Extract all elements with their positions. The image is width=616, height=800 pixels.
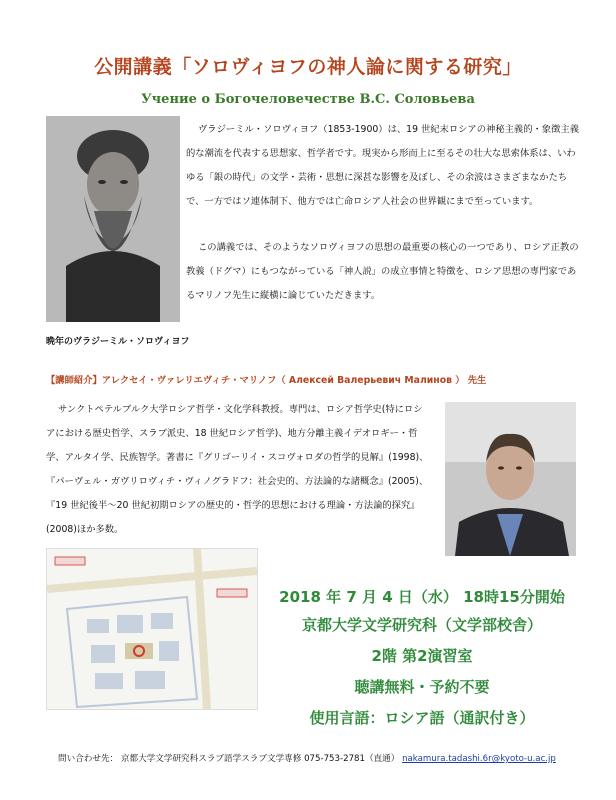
intro-paragraph-2: この講義では、そのようなソロヴィヨフの思想の最重要の核心の一つであり、ロシア正教の教義（ドグマ）にもつながっている「神人説」の成立事情と特徴を、ロシア思想の専門家であるマリノフ先生に縦横に論じていただきます。 <box>186 242 579 301</box>
contact-info: 問い合わせ先： 京都大学文学研究科スラブ語学スラブ文学専修 075-753-2781（直通） <box>58 754 400 764</box>
lecturer-heading: 【講師紹介】アレクセイ・ヴァレリエヴィチ・マリノフ（ Алексей Валерьевич Малинов ） 先生 <box>46 375 487 386</box>
solovyov-portrait-photo <box>46 116 180 322</box>
event-datetime: 2018 年 7 月 4 日（水） 18時15分開始 <box>279 588 565 606</box>
lecturer-bio: サンクトペテルブルク大学ロシア哲学・文化学科教授。専門は、ロシア哲学史(特にロシアにおける歴史哲学、スラブ派史、18 世紀ロシア哲学)、地方分離主義イデオロギー・哲学、アルタイ学、民族智学。著書に『グリゴーリイ・スコヴォロダの哲学的見解』(1998)、『パーヴェル・ガヴリロヴィチ・ヴィノグラドフ：社会史的、方法論的な諸概念』(2005)、『19 世紀後半～20 世紀初期ロシアの歴史的・哲学的思想における理論・方法論的探究』(2008)ほか多数。 <box>46 404 429 535</box>
campus-map <box>46 548 258 710</box>
event-language: 使用言語：ロシア語（通訳付き） <box>309 709 535 727</box>
contact-footer <box>58 752 556 764</box>
event-admission: 聴講無料・予約不要 <box>354 678 490 696</box>
contact-email-link[interactable]: nakamura.tadashi.6r@kyoto-u.ac.jp <box>402 754 556 764</box>
portrait-caption: 晩年のヴラジーミル・ソロヴィヨフ <box>46 337 190 347</box>
russian-subtitle: Учение о Богочеловечестве В.С. Соловьева <box>141 92 475 107</box>
lecturer-portrait-photo <box>445 402 576 556</box>
page-title: 公開講義「ソロヴィヨフの神人論に関する研究」 <box>94 56 522 78</box>
intro-paragraph-1: ヴラジーミル・ソロヴィヨフ（1853-1900）は、19 世紀末ロシアの神秘主義的・象徴主義的な潮流を代表する思想家、哲学者です。現実から形而上に至るその壮大な思索体系は、いわゆる「銀の時代」の文学・芸術・思想に深甚な影響を及ぼし、その余波はさまざまなかたちで、一方ではソ連体制下、他方では亡命ロシア人社会の世界観にまで至っています。 <box>186 124 579 207</box>
event-venue: 京都大学文学研究科（文学部校舎） <box>301 616 542 634</box>
event-room: 2階 第2演習室 <box>371 647 473 665</box>
